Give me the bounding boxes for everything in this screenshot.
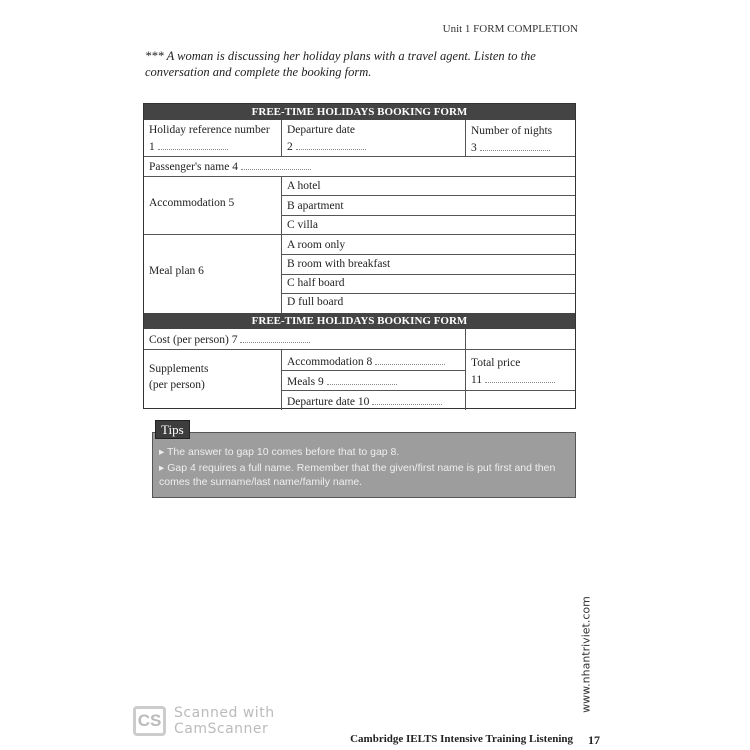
per-person-label: (per person) [149,379,205,391]
book-title: Cambridge IELTS Intensive Training Listening [350,733,573,745]
sup-dep-field[interactable]: Departure date 10 [287,394,442,409]
tip-1: ▸ The answer to gap 10 comes before that to gap 8. [159,446,400,458]
form-title-2: FREE-TIME HOLIDAYS BOOKING FORM [144,313,575,329]
ref-field[interactable]: 1 [149,139,228,154]
instructions: *** A woman is discussing her holiday plans with a travel agent. Listen to the conversation and complete the booking form. [145,49,536,79]
acc-option-c[interactable]: C villa [287,219,318,231]
tips-label: Tips [155,420,190,439]
booking-form [143,103,576,409]
meal-option-a[interactable]: A room only [287,239,346,251]
meal-option-b[interactable]: B room with breakfast [287,258,391,270]
total-label: Total price [471,357,521,369]
acc-option-b[interactable]: B apartment [287,200,344,212]
camscanner-text: Scanned with CamScanner [174,705,275,737]
sup-meals-field[interactable]: Meals 9 [287,374,397,389]
website: www.nhantriviet.com [579,596,593,713]
tip-2: ▸ Gap 4 requires a full name. Remember that the given/first name is put first and then comes the surname/last name/family name. [159,462,556,488]
sup-acc-field[interactable]: Accommodation 8 [287,354,445,369]
meal-option-d[interactable]: D full board [287,296,344,308]
dep-label: Departure date [287,124,356,136]
page-number: 17 [588,733,600,747]
acc-option-a[interactable]: A hotel [287,180,321,192]
total-field[interactable]: 11 [471,372,555,387]
accommodation-label: Accommodation 5 [149,197,235,209]
cost-field[interactable]: Cost (per person) 7 [149,332,310,347]
unit-heading: Unit 1 FORM COMPLETION [442,23,578,35]
passenger-field[interactable]: Passenger's name 4 [149,159,311,174]
form-title: FREE-TIME HOLIDAYS BOOKING FORM [144,104,575,120]
meal-label: Meal plan 6 [149,265,204,277]
nights-field[interactable]: 3 [471,140,550,155]
nights-label: Number of nights [471,125,553,137]
dep-field[interactable]: 2 [287,139,366,154]
camscanner-logo: CS [133,706,166,736]
ref-label: Holiday reference number [149,124,270,136]
supplements-label: Supplements [149,363,209,375]
meal-option-c[interactable]: C half board [287,277,345,289]
tips-box [152,432,576,498]
